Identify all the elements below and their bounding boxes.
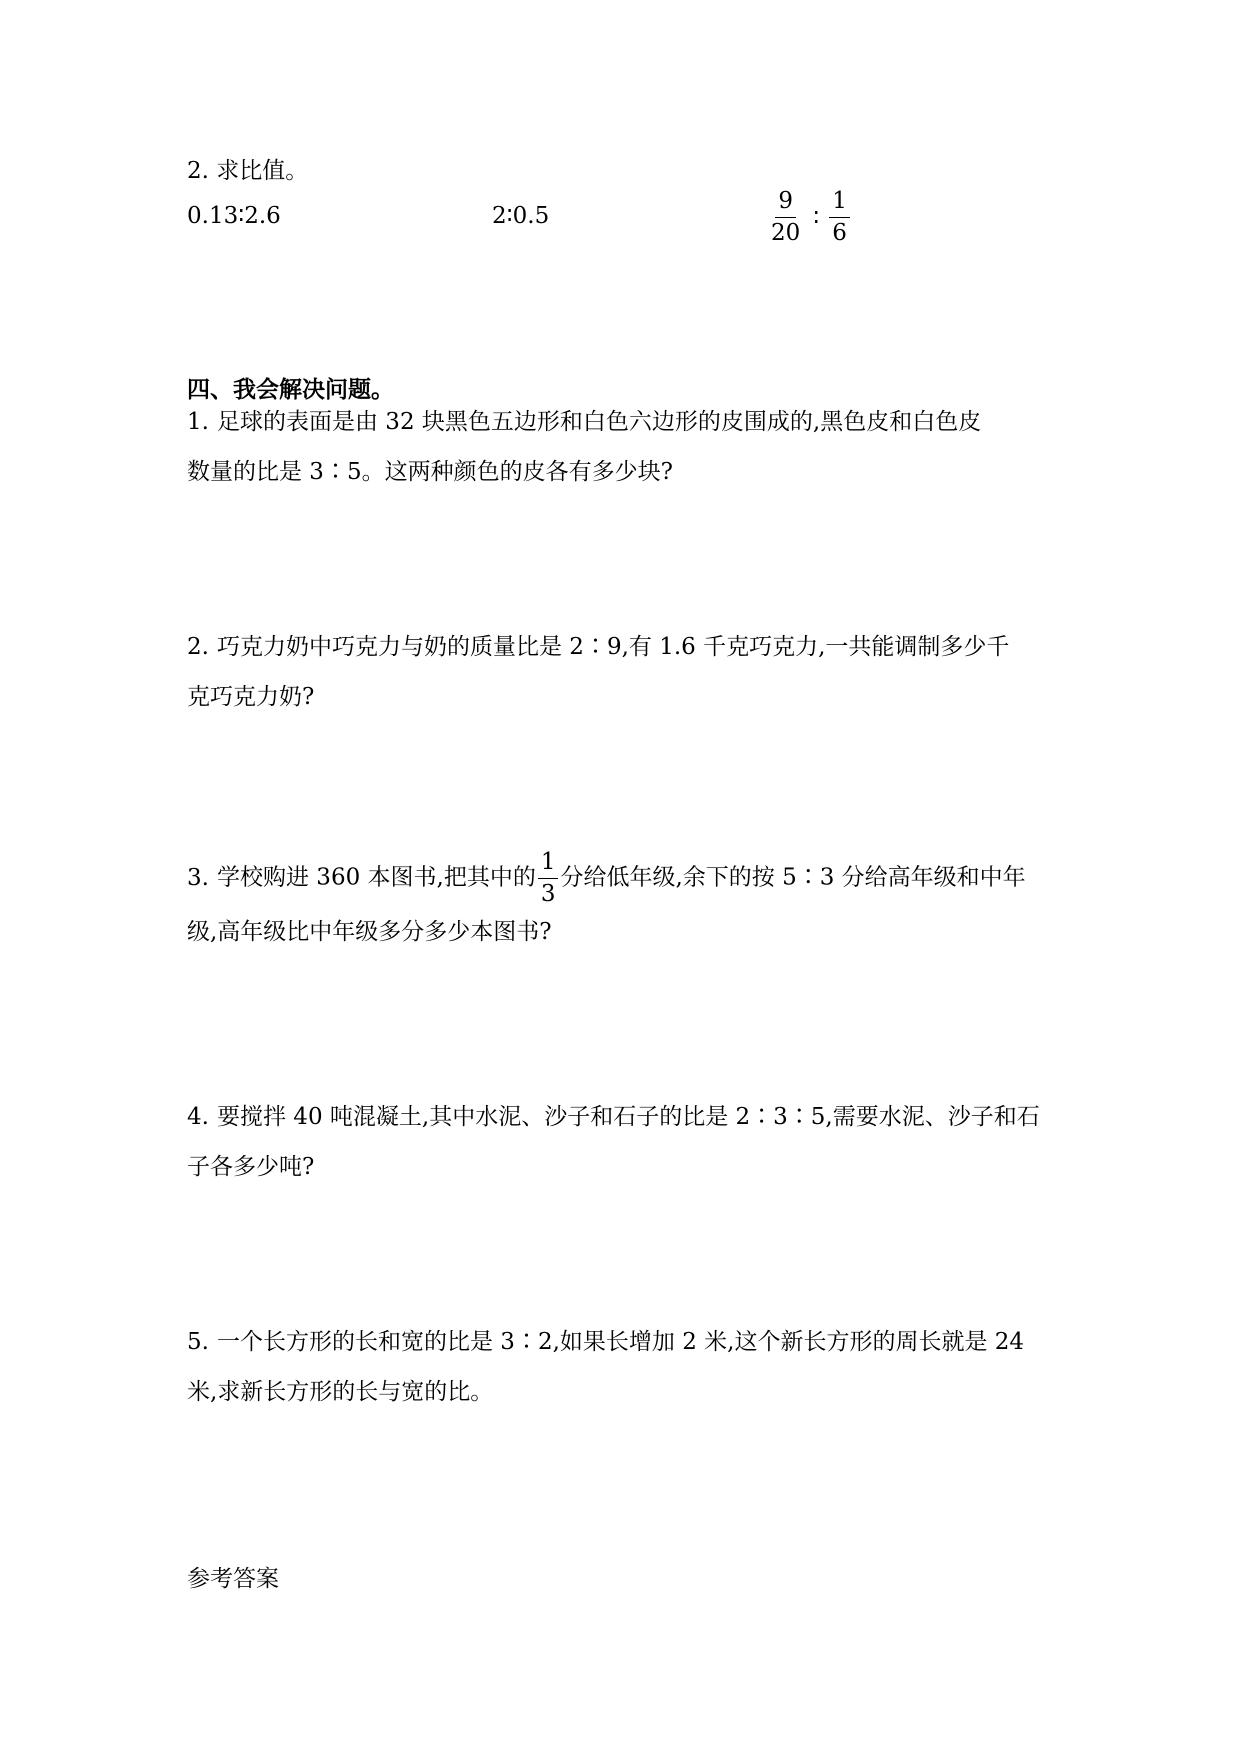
fraction-9-20 (768, 190, 803, 245)
fraction-1-3 (538, 851, 559, 906)
problem-number: 3. (187, 864, 209, 891)
ratio-colon: ∶ (813, 204, 820, 231)
problem-2-line-2: 克巧克力奶? (187, 684, 315, 710)
problem-number: 1. (187, 409, 209, 435)
ratio-item-3 (766, 190, 852, 245)
problem-3-line-2: 级,高年级比中年级多分多少本图书? (187, 919, 552, 945)
problem-text: 一个长方形的长和宽的比是 3∶2,如果长增加 2 米,这个新长方形的周长就是 24 (217, 1329, 1025, 1355)
problem-5 (187, 1317, 1057, 1417)
problem-3-line-1 (187, 851, 1057, 906)
fraction-numerator: 1 (829, 190, 850, 218)
problem-number: 2. (187, 634, 209, 660)
problem-1-line-2: 数量的比是 3∶5。这两种颜色的皮各有多少块? (187, 459, 673, 485)
problem-number: 4. (187, 1104, 209, 1130)
problem-1 (187, 397, 1057, 497)
problem-text: 要搅拌 40 吨混凝土,其中水泥、沙子和石子的比是 2∶3∶5,需要水泥、沙子和石 (217, 1104, 1040, 1130)
fraction-numerator: 9 (775, 190, 796, 218)
problem-text: 学校购进 360 本图书,把其中的 (217, 864, 536, 891)
fraction-denominator: 3 (540, 881, 556, 907)
problem-5-line-1 (187, 1317, 1057, 1367)
problem-number: 5. (187, 1329, 209, 1355)
problem-text-cont: 分给低年级,余下的按 5∶3 分给高年级和中年 (560, 864, 1026, 891)
problem-text: 巧克力奶中巧克力与奶的质量比是 2∶9,有 1.6 千克巧克力,一共能调制多少千 (217, 634, 1010, 660)
fraction-1-6 (829, 190, 850, 245)
problem-2 (187, 622, 1057, 722)
fraction-numerator: 1 (538, 851, 559, 879)
fraction-denominator: 20 (771, 220, 801, 246)
problem-3 (187, 851, 1057, 958)
problem-4 (187, 1092, 1057, 1192)
problem-2-line-1 (187, 622, 1057, 672)
ratio-section-title: 2. 求比值。 (187, 158, 309, 184)
problem-4-line-2: 子各多少吨? (187, 1154, 315, 1180)
problem-4-line-1 (187, 1092, 1057, 1142)
ratio-item-1: 0.13∶2.6 (187, 203, 281, 229)
fraction-denominator: 6 (832, 220, 847, 246)
section4-heading: 四、我会解决问题。 (187, 376, 394, 403)
problem-text: 足球的表面是由 32 块黑色五边形和白色六边形的皮围成的,黑色皮和白色皮 (217, 409, 982, 435)
ratio-item-2: 2∶0.5 (492, 203, 550, 229)
problem-1-line-1 (187, 397, 1057, 447)
answers-title: 参考答案 (187, 1566, 279, 1592)
problem-5-line-2: 米,求新长方形的长与宽的比。 (187, 1379, 494, 1405)
